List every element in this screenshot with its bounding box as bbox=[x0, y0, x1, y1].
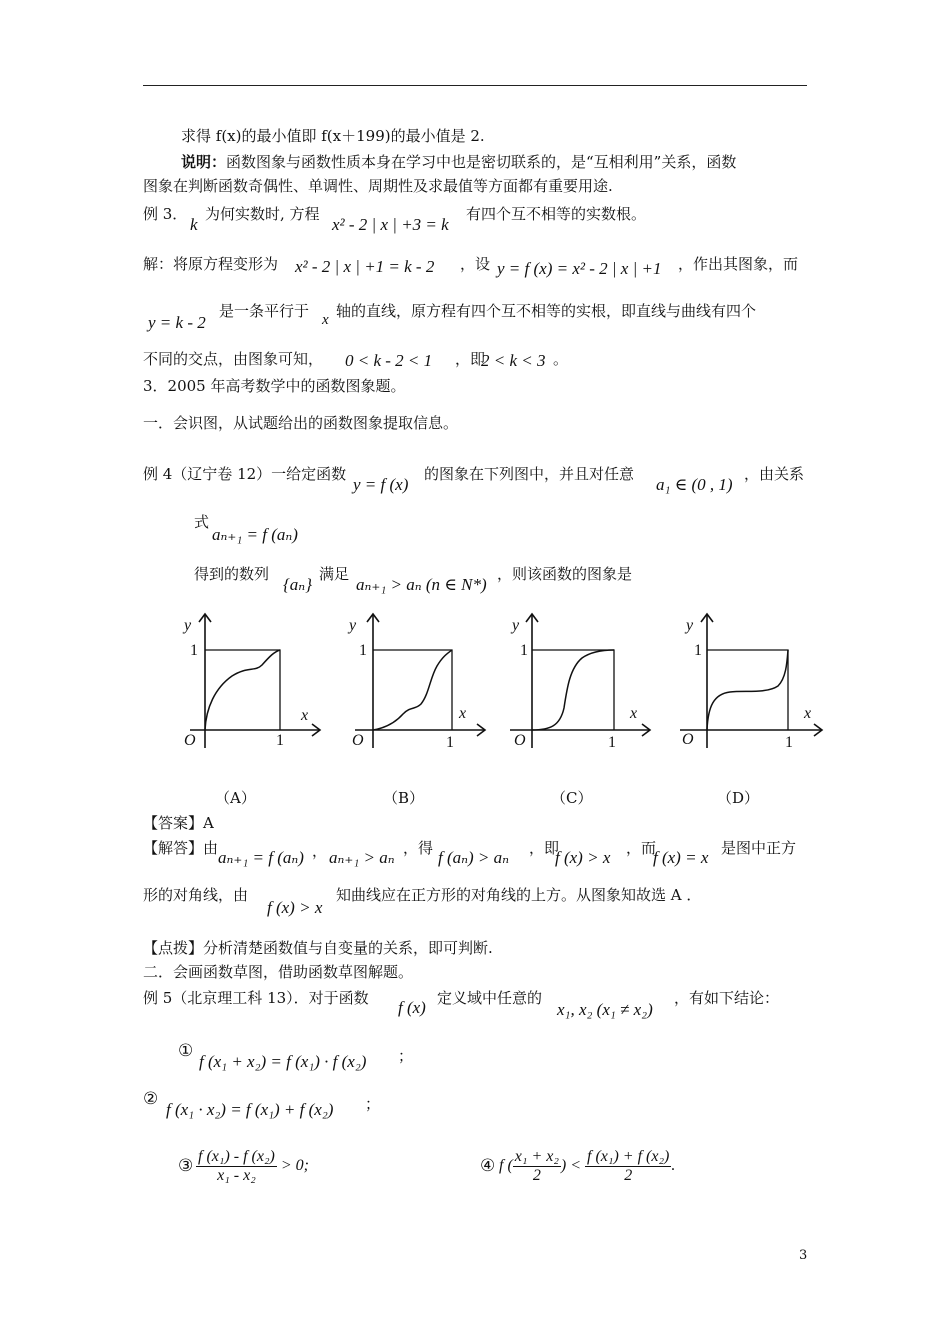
y-axis-label: y bbox=[184, 617, 192, 634]
example-3-label: 例 3． bbox=[143, 205, 188, 223]
y-one-label: 1 bbox=[190, 642, 198, 659]
text-line: 图象在判断函数奇偶性、单调性、周期性及求最值等方面都有重要用途. bbox=[143, 177, 613, 195]
text: 形的对角线，由 bbox=[143, 886, 249, 904]
text: 为何实数时, 方程 bbox=[205, 205, 320, 223]
item-number: ③ bbox=[178, 1156, 194, 1176]
x-one-label: 1 bbox=[276, 732, 284, 749]
math-inequality: aₙ₊₁ > aₙ (n ∈ N*) bbox=[356, 575, 487, 594]
math-x: x bbox=[322, 312, 329, 328]
y-axis-label: y bbox=[349, 617, 357, 634]
math-inequality: f (x) > x bbox=[555, 848, 611, 867]
math-inequality: 0 < k - 2 < 1 bbox=[345, 351, 433, 370]
x-axis-label: x bbox=[301, 707, 309, 724]
origin-label: O bbox=[682, 731, 694, 748]
x-axis-label: x bbox=[459, 705, 467, 722]
math-condition: x₁, x₂ (x₁ ≠ x₂) bbox=[557, 1000, 653, 1019]
text: 式 bbox=[194, 513, 210, 531]
math-equation: x² - 2 | x | +3 = k bbox=[332, 215, 449, 234]
item-number: ② bbox=[143, 1089, 159, 1109]
y-axis-label: y bbox=[686, 617, 694, 634]
math-equation: y = f (x) bbox=[353, 475, 409, 494]
x-axis-label: x bbox=[804, 705, 812, 722]
graph-caption: （A） bbox=[215, 789, 256, 807]
math-equation: f (x) = x bbox=[653, 848, 709, 867]
math-sequence: {aₙ} bbox=[283, 575, 312, 594]
origin-label: O bbox=[352, 732, 364, 749]
graph-c bbox=[500, 608, 660, 758]
text-line bbox=[181, 154, 736, 171]
math-equation: y = f (x) = x² - 2 | x | +1 bbox=[497, 259, 662, 278]
text: 不同的交点，由图象可知， bbox=[143, 350, 324, 368]
text: ， bbox=[312, 842, 328, 860]
fraction-numerator: f (x₁) - f (x₂) bbox=[198, 1148, 275, 1165]
y-axis-label: y bbox=[512, 617, 520, 634]
graph-caption: （D） bbox=[717, 789, 760, 807]
math-inequality: f (x) > x bbox=[267, 898, 323, 917]
y-one-label: 1 bbox=[694, 642, 702, 659]
graph-caption: （C） bbox=[551, 789, 593, 807]
text: ，有如下结论： bbox=[674, 989, 780, 1007]
func-open: f ( bbox=[499, 1156, 513, 1174]
text: 定义域中任意的 bbox=[437, 989, 543, 1007]
header-rule bbox=[143, 85, 807, 86]
math-equation: a₁ ∈ (0 , 1) bbox=[656, 475, 733, 494]
note-label: 说明： bbox=[181, 153, 227, 171]
math-equation: x² - 2 | x | +1 = k - 2 bbox=[295, 257, 435, 276]
section-heading: 3．2005 年高考数学中的函数图象题。 bbox=[143, 377, 406, 395]
fraction-numerator: f (x₁) + f (x₂) bbox=[587, 1148, 670, 1165]
text: ； bbox=[398, 1047, 414, 1065]
text: ，而 bbox=[626, 839, 657, 857]
text-line: 求得 f(x)的最小值即 f(x＋199)的最小值是 2. bbox=[181, 127, 485, 145]
period: . bbox=[671, 1156, 676, 1174]
text: 知曲线应在正方形的对角线的上方。从图象知故选 A ． bbox=[336, 886, 702, 904]
text: ，即 bbox=[529, 839, 560, 857]
part-heading: 一．会识图，从试题给出的函数图象提取信息。 bbox=[143, 414, 459, 432]
x-one-label: 1 bbox=[785, 734, 793, 751]
text: 例 5（北京理工科 13）．对于函数 bbox=[143, 989, 369, 1007]
inequality-tail: > 0; bbox=[280, 1156, 309, 1174]
x-axis-label: x bbox=[630, 705, 638, 722]
conclusion-1: f (x₁ + x₂) = f (x₁) · f (x₂) bbox=[199, 1052, 367, 1071]
answer-line: 【答案】A bbox=[143, 814, 214, 832]
fraction-numerator: x₁ + x₂ bbox=[514, 1148, 559, 1165]
fraction-denominator: x₁ - x₂ bbox=[217, 1166, 256, 1184]
graph-a bbox=[170, 608, 330, 758]
text: ，作出其图象，而 bbox=[678, 255, 799, 273]
x-one-label: 1 bbox=[446, 734, 454, 751]
text: ，设 bbox=[460, 255, 491, 273]
func-close: ) < bbox=[560, 1156, 582, 1174]
math-equation: y = k - 2 bbox=[148, 313, 206, 332]
conclusion-4 bbox=[499, 1148, 675, 1184]
x-one-label: 1 bbox=[608, 734, 616, 751]
math-k: k bbox=[190, 215, 198, 234]
text: ； bbox=[365, 1095, 381, 1113]
text: ，由关系 bbox=[744, 465, 805, 483]
text: ，即 bbox=[455, 350, 486, 368]
item-number: ① bbox=[178, 1041, 194, 1061]
text: 解：将原方程变形为 bbox=[143, 255, 279, 273]
graph-d bbox=[670, 608, 830, 758]
fraction-denominator: 2 bbox=[624, 1166, 633, 1184]
y-one-label: 1 bbox=[520, 642, 528, 659]
conclusion-3 bbox=[196, 1148, 309, 1184]
origin-label: O bbox=[514, 732, 526, 749]
math-equation: aₙ₊₁ = f (aₙ) bbox=[212, 525, 298, 544]
text: 满足 bbox=[319, 565, 350, 583]
conclusion-2: f (x₁ · x₂) = f (x₁) + f (x₂) bbox=[166, 1100, 334, 1119]
math-inequality: f (aₙ) > aₙ bbox=[438, 848, 510, 867]
math-equation: aₙ₊₁ = f (aₙ) bbox=[218, 848, 304, 867]
item-number: ④ bbox=[480, 1156, 496, 1176]
text: 。 bbox=[553, 350, 569, 368]
text: 得到的数列 bbox=[194, 565, 270, 583]
math-fx: f (x) bbox=[398, 998, 426, 1017]
note-text: 函数图象与函数性质本身在学习中也是密切联系的，是“互相利用”关系，函数 bbox=[226, 153, 737, 171]
math-inequality: aₙ₊₁ > aₙ bbox=[329, 848, 395, 867]
hint-line: 【点拨】分析清楚函数值与自变量的关系，即可判断. bbox=[143, 939, 493, 957]
page-number: 3 bbox=[799, 1248, 808, 1263]
text: 例 4（辽宁卷 12）一给定函数 bbox=[143, 465, 347, 483]
math-inequality: 2 < k < 3 bbox=[481, 351, 546, 370]
text: ，则该函数的图象是 bbox=[497, 565, 633, 583]
text: 是一条平行于 bbox=[219, 302, 310, 320]
text: 是图中正方 bbox=[721, 839, 797, 857]
graph-b bbox=[335, 608, 495, 758]
graph-caption: （B） bbox=[383, 789, 425, 807]
y-one-label: 1 bbox=[359, 642, 367, 659]
text: ，得 bbox=[403, 839, 434, 857]
part-heading: 二．会画函数草图，借助函数草图解题。 bbox=[143, 963, 414, 981]
text: 的图象在下列图中，并且对任意 bbox=[424, 465, 635, 483]
text: 有四个互不相等的实数根。 bbox=[466, 205, 647, 223]
text: 轴的直线，原方程有四个互不相等的实根，即直线与曲线有四个 bbox=[336, 302, 757, 320]
fraction-denominator: 2 bbox=[532, 1166, 541, 1184]
text: 【解答】由 bbox=[143, 839, 219, 857]
origin-label: O bbox=[184, 732, 196, 749]
